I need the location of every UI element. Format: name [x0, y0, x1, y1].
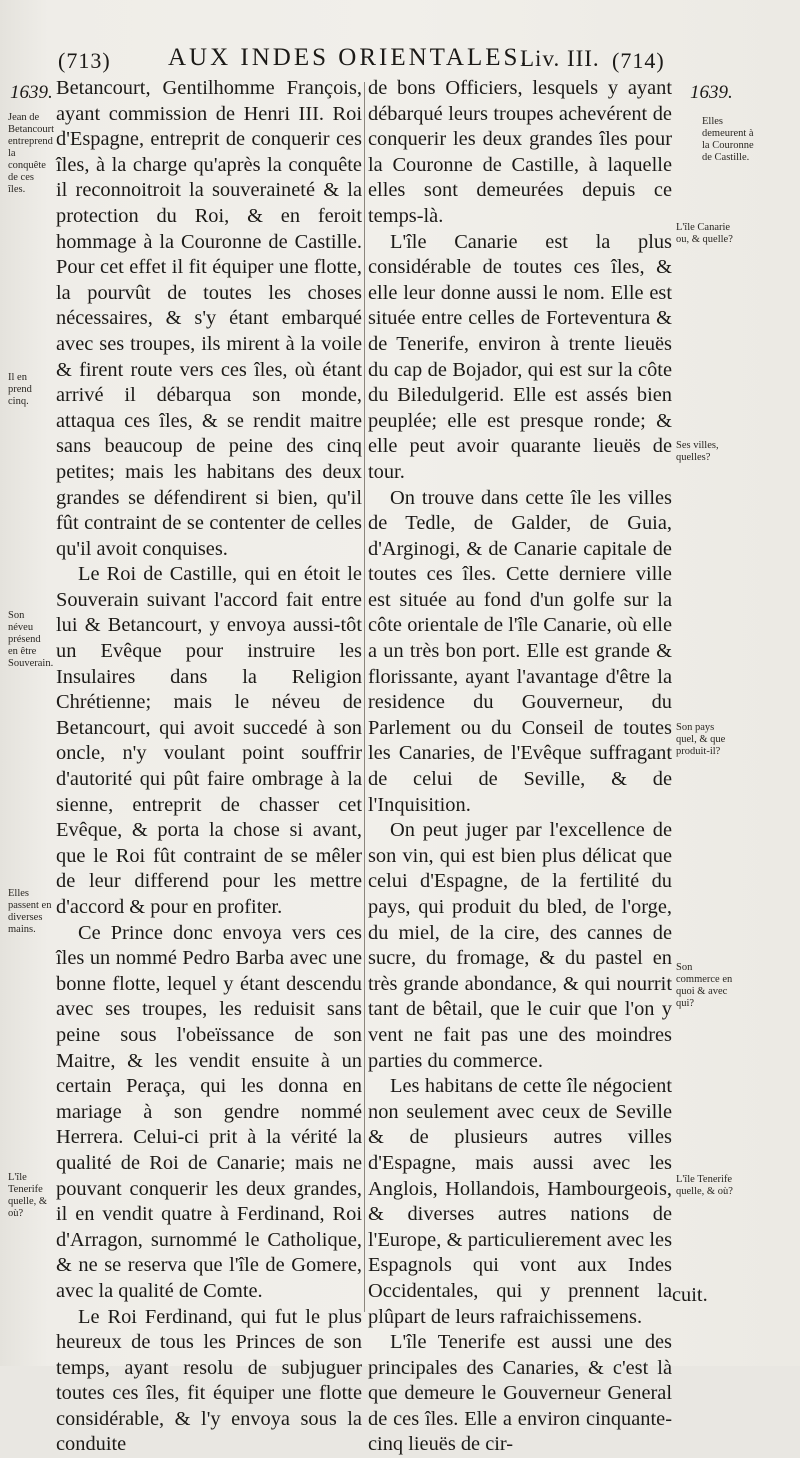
paragraph: L'île Canarie est la plus considérable de toutes ces îles, & elle leur donne aussi le nom. Elle est située entre celles de Forteventura & de Tenerife, environ à trente lieuës du cap de Bojador, qui est sur la côte du Biledulgerid. Elle est assés bien peuplée; elle est presque ronde; & elle peut avoir quarante lieuës de tour.	[368, 230, 672, 486]
running-title: AUX INDES ORIENTALES.	[168, 44, 530, 72]
page-number-right: (714)	[612, 48, 665, 74]
left-column	[56, 76, 362, 1458]
paragraph: Ce Prince donc envoya vers ces îles un nommé Pedro Barba avec une bonne flotte, lequel y étant descendu avec ses troupes, les reduisit sans peine sous l'obeïssance de son Maitre, & les vendit ensuite à un certain Peraça, qui les donna en mariage à son gendre nommé Herrera. Celui-ci prit à la vérité la qualité de Roi de Canarie; mais ne pouvant conquerir les deux grandes, il en vendit quatre à Ferdinand, Roi d'Arragon, surnommé le Catholique, & ne se reserva que l'île de Gomere, avec la qualité de Comte.	[56, 921, 362, 1305]
book-number: Liv. III.	[520, 46, 600, 72]
paragraph: On peut juger par l'excellence de son vin, qui est bien plus délicat que celui d'Espagne, de la fertilité du pays, qui produit du bled, de l'orge, du miel, de la cire, des cannes de sucre, du fromage, & du pastel en très grande abondance, & qui nourrit tant de bêtail, que le cuir que l'on y vent ne fait pas une des moindres parties du commerce.	[368, 818, 672, 1074]
paragraph: de bons Officiers, lesquels y ayant débarqué leurs troupes achevérent de conquerir les deux grandes îles pour la Couronne de Castille, à laquelle elles sont demeurées depuis ce temps-là.	[368, 76, 672, 230]
margin-note: L'île Tenerife quelle, & où?	[676, 1174, 736, 1198]
column-divider	[364, 82, 365, 1312]
margin-note: Elles demeurent à la Couronne de Castille.	[702, 116, 762, 164]
paragraph: Les habitans de cette île négocient non seulement avec ceux de Seville & de plusieurs autres villes d'Espagne, mais aussi avec les Anglois, Hollandois, Hambourgeois, & diverses autres nations de l'Europe, & particulierement avec les Espagnols qui vont aux Indes Occidentales, qui y prennent la plûpart de leurs rafraichissemens.	[368, 1074, 672, 1330]
running-header	[58, 40, 678, 80]
margin-note: Son commerce en quoi & avec qui?	[676, 962, 736, 1010]
margin-note: Son pays quel, & que produit-il?	[676, 722, 736, 758]
margin-note: L'île Tenerife quelle, & où?	[8, 1172, 52, 1220]
paragraph: L'île Tenerife est aussi une des principales des Canaries, & c'est là que demeure le Gouverneur General de ces îles. Elle a environ cinquante-cinq lieuës de cir-	[368, 1330, 672, 1458]
paragraph: Le Roi Ferdinand, qui fut le plus heureux de tous les Princes de son temps, ayant resolu de subjuguer toutes ces îles, fit équiper une flotte considérable, & l'y envoya sous la conduite	[56, 1305, 362, 1458]
margin-note: Ses villes, quelles?	[676, 440, 736, 464]
margin-note: Elles passent en diverses mains.	[8, 888, 52, 936]
catchword: cuit.	[672, 1284, 708, 1307]
year-left: 1639.	[10, 82, 53, 104]
year-right: 1639.	[690, 82, 733, 104]
margin-note: Jean de Betancourt entreprend la conquête de ces îles.	[8, 112, 52, 196]
page-number-left: (713)	[58, 48, 111, 74]
margin-note: L'île Canarie ou, & quelle?	[676, 222, 736, 246]
right-column	[368, 76, 672, 1458]
paragraph: Le Roi de Castille, qui en étoit le Souverain suivant l'accord fait entre lui & Betancourt, y envoya aussi-tôt un Evêque pour instruire les Insulaires dans la Religion Chrétienne; mais le néveu de Betancourt, qui avoit succedé à son oncle, n'y voulant point souffrir d'autorité qui pût faire ombrage à la sienne, entreprit de chasser cet Evêque, & porta la chose si avant, que le Roi fût contraint de se mêler de leur differend pour les mettre d'accord & pour en profiter.	[56, 562, 362, 920]
margin-note: Il en prend cinq.	[8, 372, 52, 408]
paragraph: On trouve dans cette île les villes de Tedle, de Galder, de Guia, d'Arginogi, & de Canarie capitale de toutes ces îles. Cette derniere ville est située au fond d'un golfe sur la côte orientale de l'île Canarie, où elle a un très bon port. Elle est grande & florissante, ayant l'avantage d'être la residence du Gouverneur, du Parlement ou du Conseil de toutes les Canaries, de l'Evêque suffragant de celui de Seville, & de l'Inquisition.	[368, 486, 672, 819]
paragraph: Betancourt, Gentilhomme François, ayant commission de Henri III. Roi d'Espagne, entreprit de conquerir ces îles, à la charge qu'après la conquête il reconnoitroit la souveraineté & la protection du Roi, & en feroit hommage à la Couronne de Castille. Pour cet effet il fit équiper une flotte, la pourvût de toutes les choses nécessaires, & s'y étant embarqué avec ses troupes, ils mirent à la voile & firent route vers ces îles, où étant arrivé il débarqua son monde, attaqua ces îles, & se rendit maitre sans beaucoup de peine des cinq petites; mais les habitans des deux grandes se défendirent si bien, qu'il fût contraint de se contenter de celles qu'il avoit conquises.	[56, 76, 362, 562]
margin-note: Son néveu présend en être Souverain.	[8, 610, 52, 670]
